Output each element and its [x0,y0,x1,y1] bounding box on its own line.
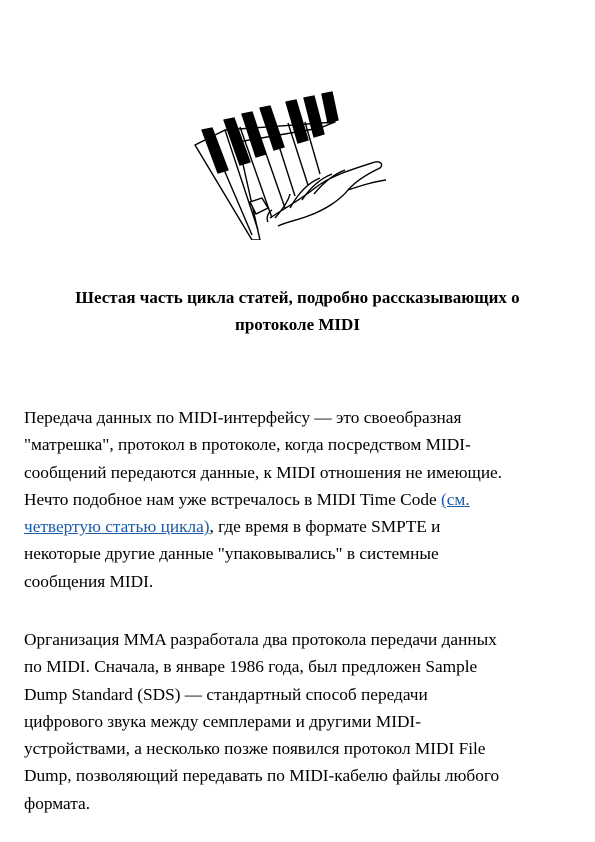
paragraph-1-line-6: некоторые другие данные "упаковывались" в системные [24,544,439,564]
paragraph-2-line-1: Организация MMA разработала два протокола передачи данных [24,630,497,649]
paragraph-1-line-2: "матрешка", протокол в протоколе, когда посредством MIDI- [24,435,471,455]
paragraph-2-line-7: формата. [24,793,91,813]
article-title-line-2: протоколе MIDI [235,315,360,334]
paragraph-1-line-1: Передача данных по MIDI-интерфейсу — это своеобразная [24,408,462,427]
article-title-line-1: Шестая часть цикла статей, подробно рассказывающих о [75,288,520,307]
paragraph-2-line-2: по MIDI. Сначала, в январе 1986 года, был предложен Sample [24,657,478,677]
article-link-part-2[interactable]: четвертую статью цикла) [24,517,210,537]
paragraph-2-line-4: цифрового звука между семплерами и другими MIDI- [24,711,421,731]
paragraph-2-line-5: устройствами, а несколько позже появился протокол MIDI File [24,739,486,759]
piano-hand-icon [190,90,390,240]
article-link-part-1[interactable]: (см. [440,489,470,509]
paragraph-2-line-3: Dump Standard (SDS) — стандартный способ передачи [24,684,428,704]
paragraph-1-line-7: сообщения MIDI. [24,571,154,591]
paragraph-2 [24,626,579,817]
paragraph-1-line-3: сообщений передаются данные, к MIDI отношения не имеющие. [24,462,503,482]
paragraph-2-line-6: Dump, позволяющий передавать по MIDI-кабелю файлы любого [24,766,500,786]
paragraph-1-line-4: Нечто подобное нам уже встречалось в MIDI Time Code [24,489,441,509]
paragraph-1 [24,404,579,595]
article-title [20,284,575,338]
paragraph-1-line-5: , где время в формате SMPTE и [209,517,441,537]
